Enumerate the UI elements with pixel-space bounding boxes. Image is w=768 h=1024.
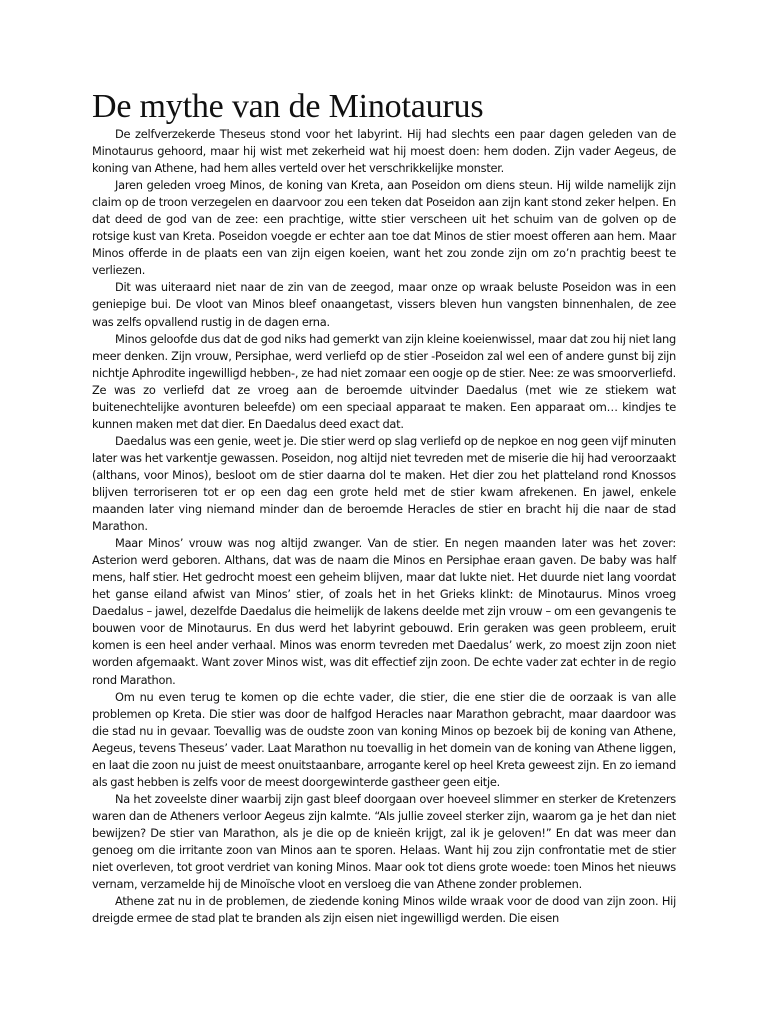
paragraph: De zelfverzekerde Theseus stond voor het labyrint. Hij had slechts een paar dagen geleden van de Minotaurus gehoord, maar hij wist met zekerheid wat hij moest doen: hem doden. Zijn vader Aegeus, de koning van Athene, had hem alles verteld over het verschrikkelijke monster.: [92, 127, 676, 176]
paragraph: Na het zoveelste diner waarbij zijn gast bleef doorgaan over hoeveel slimmer en sterker de Kretenzers waren dan de Atheners verloor Aegeus zijn kalmte. “Als jullie zoveel sterker zijn, waarom ga je het dan niet bewijzen? De stier van Marathon, als je die op de knieën krijgt, zal ik je geloven!” En dat was meer dan genoeg om die irritante zoon van Minos aan te sporen. Helaas. Want hij zou zijn confrontatie met de stier niet overleven, tot groot verdriet van koning Minos. Maar ook tot diens grote woede: toen Minos het nieuws vernam, verzamelde hij de Minoïsche vloot en versloeg die van Athene zonder problemen.: [92, 791, 676, 892]
paragraph: Jaren geleden vroeg Minos, de koning van Kreta, aan Poseidon om diens steun. Hij wilde namelijk zijn claim op de troon verzegelen en daarvoor zou een teken dat Poseidon aan zijn kant stond zeker helpen. En dat deed de god van de zee: een prachtige, witte stier verscheen uit het schuim van de golven op de rotsige kust van Kreta. Poseidon voegde er echter aan toe dat Minos de stier moest offeren aan hem. Maar Minos offerde in de plaats een van zijn eigen koeien, want het zou zonde zijn om zo’n prachtig beest te verliezen.: [92, 178, 676, 278]
paragraph: Maar Minos’ vrouw was nog altijd zwanger. Van de stier. En negen maanden later was het zover: Asterion werd geboren. Althans, dat was de naam die Minos en Persiphae eraan gaven. De baby was half mens, half stier. Het gedrocht moest een geheim blijven, maar dat lukte niet. Het duurde niet lang voordat het ganse eiland afwist van Minos’ stier, of zoals het in het Grieks klinkt: de Minotaurus. Minos vroeg Daedalus – jawel, dezelfde Daedalus die heimelijk de lakens deelde met zijn vrouw – om een gevangenis te bouwen voor de Minotaurus. En dus werd het labyrint gebouwd. Erin geraken was geen probleem, eruit komen is een heel ander verhaal. Minos was enorm tevreden met Daedalus’ werk, zo moest zijn zoon niet worden afgemaakt. Want zover Minos wist, was dit effectief zijn zoon. De echte vader zat echter in de regio rond Marathon.: [92, 536, 676, 687]
document-title: De mythe van de Minotaurus: [92, 88, 484, 125]
paragraph: Athene zat nu in de problemen, de ziedende koning Minos wilde wraak voor de dood van zijn zoon. Hij dreigde ermee de stad plat te branden als zijn eisen niet ingewilligd werden. Die eisen: [92, 894, 676, 926]
paragraph: Daedalus was een genie, weet je. Die stier werd op slag verliefd op de nepkoe en nog geen vijf minuten later was het varkentje gewassen. Poseidon, nog altijd niet tevreden met de miserie die hij had veroorzaakt (althans, voor Minos), besloot om de stier daarna dol te maken. Het dier zou het platteland rond Knossos blijven terroriseren tot er op een dag een grote held met de stier kwam afrekenen. En jawel, enkele maanden later ving niemand minder dan de beroemde Heracles de stier en bracht hij die naar de stad Marathon.: [92, 433, 676, 534]
paragraph: Minos geloofde dus dat de god niks had gemerkt van zijn kleine koeienwissel, maar dat zou hij niet lang meer denken. Zijn vrouw, Persiphae, werd verliefd op de stier -Poseidon zal wel een of andere gunst bij zijn nichtje Aphrodite ingewilligd hebben-, ze had niet zomaar een oogje op de stier. Nee: ze was smoorverliefd. Ze was zo verliefd dat ze vroeg aan de beroemde uitvinder Daedalus (met wie ze stiekem wat buitenechtelijke avonturen beleefde) om een speciaal apparaat te maken. Een apparaat om… kindjes te kunnen maken met dat dier. En Daedalus deed exact dat.: [92, 331, 677, 431]
paragraph: Om nu even terug te komen op die echte vader, die stier, die ene stier die de oorzaak is van alle problemen op Kreta. Die stier was door de halfgod Heracles naar Marathon gebracht, maar daardoor was die stad nu in gevaar. Toevallig was de oudste zoon van koning Minos op bezoek bij de koning van Athene, Aegeus, tevens Theseus’ vader. Laat Marathon nu toevallig in het domein van de koning van Athene liggen, en laat die zoon nu juist de meest onuitstaanbare, arrogante kerel op heel Kreta geweest zijn. En zo iemand als gast hebben is zelfs voor de meest doorgewinterde gastheer geen eitje.: [92, 689, 676, 789]
paragraph: Dit was uiteraard niet naar de zin van de zeegod, maar onze op wraak beluste Poseidon was in een geniepige bui. De vloot van Minos bleef onaangetast, vissers bleven hun vangsten binnenhalen, de zee was zelfs opvallend rustig in de dagen erna.: [92, 280, 676, 329]
document-page: [92, 88, 676, 927]
